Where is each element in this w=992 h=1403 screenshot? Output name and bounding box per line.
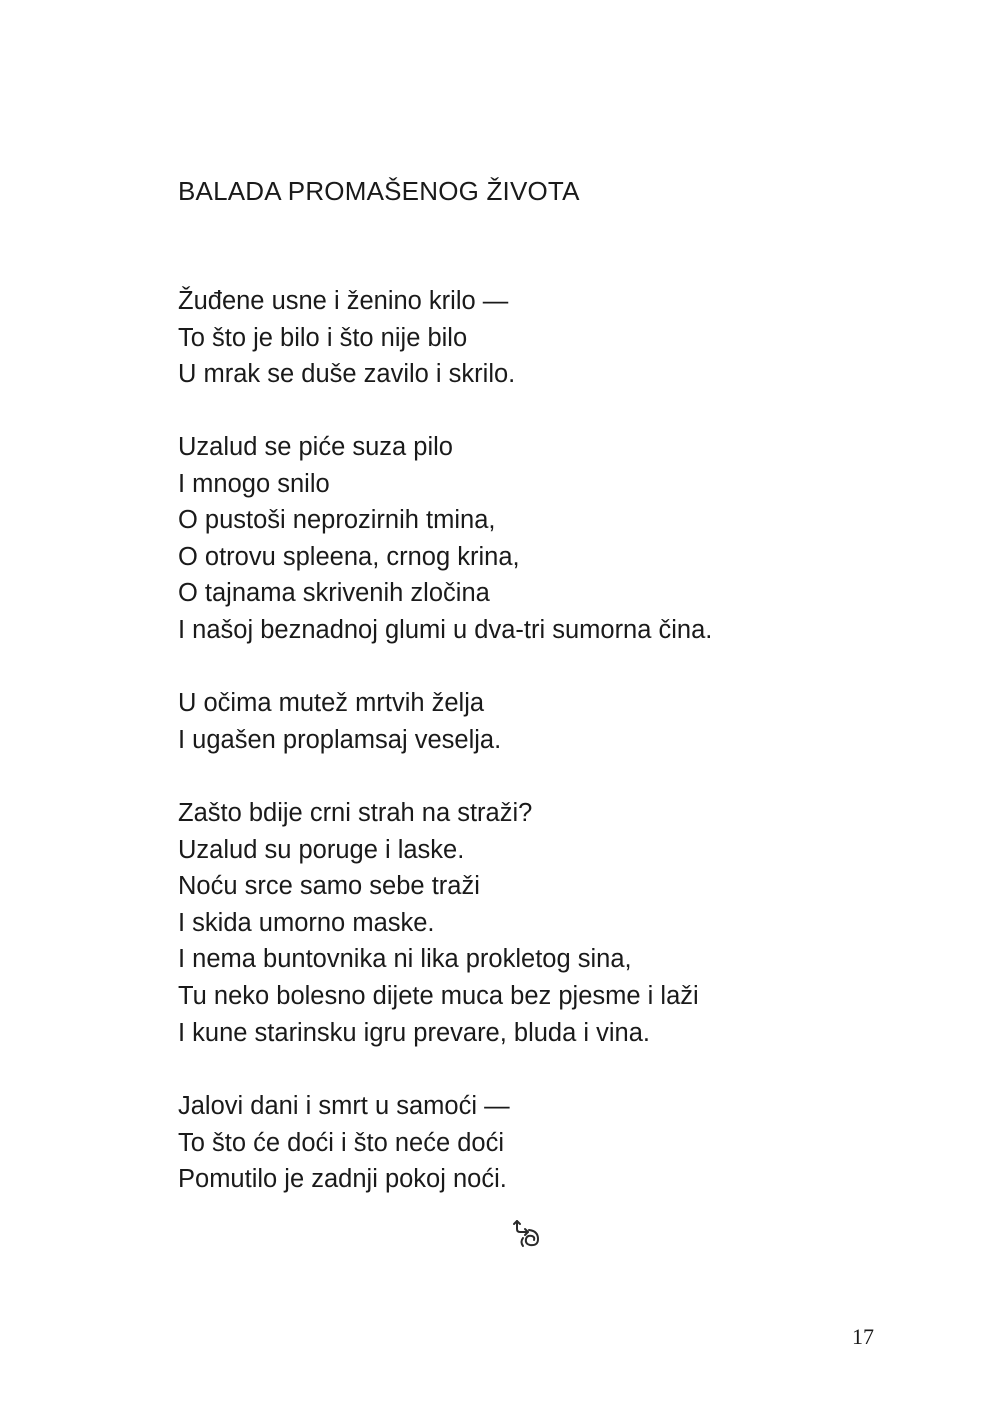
verse-line: Zašto bdije crni strah na straži? [178, 799, 533, 827]
verse-line: Pomutilo je zadnji pokoj noći. [178, 1165, 507, 1194]
verse-line: I ugašen proplamsaj veselja. [178, 725, 502, 754]
verse-line: Tu neko bolesno dijete muca bez pjesme i laži [178, 981, 699, 1010]
stanza-1 [178, 283, 515, 393]
verse-line: I nema buntovnika ni lika prokletog sina, [178, 945, 632, 974]
verse-line: O otrovu spleena, crnog krina, [178, 542, 520, 571]
stanza-2 [178, 429, 712, 649]
verse-line: O pustoši neprozirnih tmina, [178, 506, 496, 535]
verse-line: U mrak se duše zavilo i skrilo. [178, 360, 516, 389]
verse-line: Uzalud se piće suza pilo [178, 433, 453, 461]
stanza-3 [178, 685, 501, 758]
verse-line: Žuđene usne i ženino krilo — [178, 287, 509, 315]
verse-line: I kune starinsku igru prevare, bluda i vina. [178, 1018, 650, 1047]
verse-line: U očima mutež mrtvih želja [178, 689, 485, 717]
verse-line: To što je bilo i što nije bilo [178, 323, 468, 352]
verse-line: I skida umorno maske. [178, 908, 435, 937]
verse-line: Jalovi dani i smrt u samoći — [178, 1092, 510, 1120]
stanza-5 [178, 1088, 510, 1198]
verse-line: To što će doći i što neće doći [178, 1128, 505, 1157]
verse-line: I mnogo snilo [178, 469, 330, 498]
verse-line: Noću srce samo sebe traži [178, 872, 480, 901]
verse-line: I našoj beznadnoj glumi u dva-tri sumorna čina. [178, 615, 713, 644]
page-number: 17 [852, 1324, 874, 1349]
fleuron-icon [511, 1216, 545, 1250]
verse-line: O tajnama skrivenih zločina [178, 579, 490, 608]
poem-title: BALADA PROMAŠENOG ŽIVOTA [178, 176, 580, 206]
stanza-4 [178, 795, 699, 1051]
verse-line: Uzalud su poruge i laske. [178, 835, 465, 864]
